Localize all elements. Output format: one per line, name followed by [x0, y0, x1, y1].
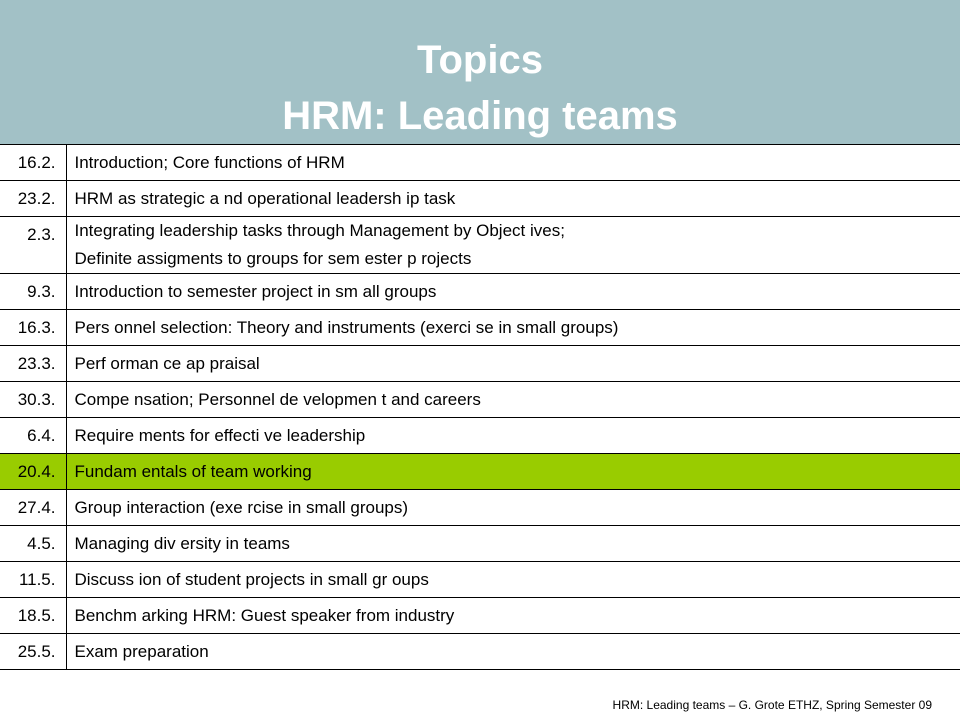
table-row	[0, 634, 960, 670]
table-row	[0, 217, 960, 274]
date-cell: 4.5.	[0, 526, 66, 562]
topic-cell	[66, 217, 960, 274]
slide-title: Topics	[417, 38, 543, 82]
topic-cell: HRM as strategic a nd operational leadersh ip task	[66, 181, 960, 217]
date-cell: 20.4.	[0, 454, 66, 490]
table-row	[0, 382, 960, 418]
topic-cell: Introduction; Core functions of HRM	[66, 145, 960, 181]
topic-cell: Require ments for effecti ve leadership	[66, 418, 960, 454]
date-cell: 16.3.	[0, 310, 66, 346]
date-cell: 30.3.	[0, 382, 66, 418]
table-row	[0, 490, 960, 526]
date-cell: 6.4.	[0, 418, 66, 454]
table-row	[0, 598, 960, 634]
date-cell: 9.3.	[0, 274, 66, 310]
topic-cell: Discuss ion of student projects in small gr oups	[66, 562, 960, 598]
table-row	[0, 562, 960, 598]
topic-line: Integrating leadership tasks through Management by Object ives;	[74, 221, 565, 240]
topic-line: Definite assigments to groups for sem ester p rojects	[74, 249, 472, 268]
date-cell: 11.5.	[0, 562, 66, 598]
table-row	[0, 418, 960, 454]
date-cell: 23.2.	[0, 181, 66, 217]
topic-cell: Exam preparation	[66, 634, 960, 670]
table-row-highlighted	[0, 454, 960, 490]
footer-text: HRM: Leading teams – G. Grote ETHZ, Spring Semester 09	[612, 698, 932, 712]
topic-cell: Fundam entals of team working	[66, 454, 960, 490]
topics-table	[0, 144, 960, 670]
topic-cell: Group interaction (exe rcise in small groups)	[66, 490, 960, 526]
topic-cell: Compe nsation; Personnel de velopmen t and careers	[66, 382, 960, 418]
table-row	[0, 181, 960, 217]
table-row	[0, 274, 960, 310]
table-row	[0, 346, 960, 382]
date-cell: 27.4.	[0, 490, 66, 526]
topic-cell: Perf orman ce ap praisal	[66, 346, 960, 382]
table-row	[0, 310, 960, 346]
topic-cell: Pers onnel selection: Theory and instruments (exerci se in small groups)	[66, 310, 960, 346]
table-row	[0, 145, 960, 181]
date-cell: 18.5.	[0, 598, 66, 634]
date-cell: 25.5.	[0, 634, 66, 670]
header-band	[0, 0, 960, 144]
slide-subtitle: HRM: Leading teams	[282, 94, 678, 138]
topic-cell: Introduction to semester project in sm all groups	[66, 274, 960, 310]
topic-cell: Managing div ersity in teams	[66, 526, 960, 562]
date-cell: 23.3.	[0, 346, 66, 382]
topic-cell: Benchm arking HRM: Guest speaker from industry	[66, 598, 960, 634]
date-cell: 16.2.	[0, 145, 66, 181]
date-cell: 2.3.	[0, 217, 66, 274]
table-row	[0, 526, 960, 562]
